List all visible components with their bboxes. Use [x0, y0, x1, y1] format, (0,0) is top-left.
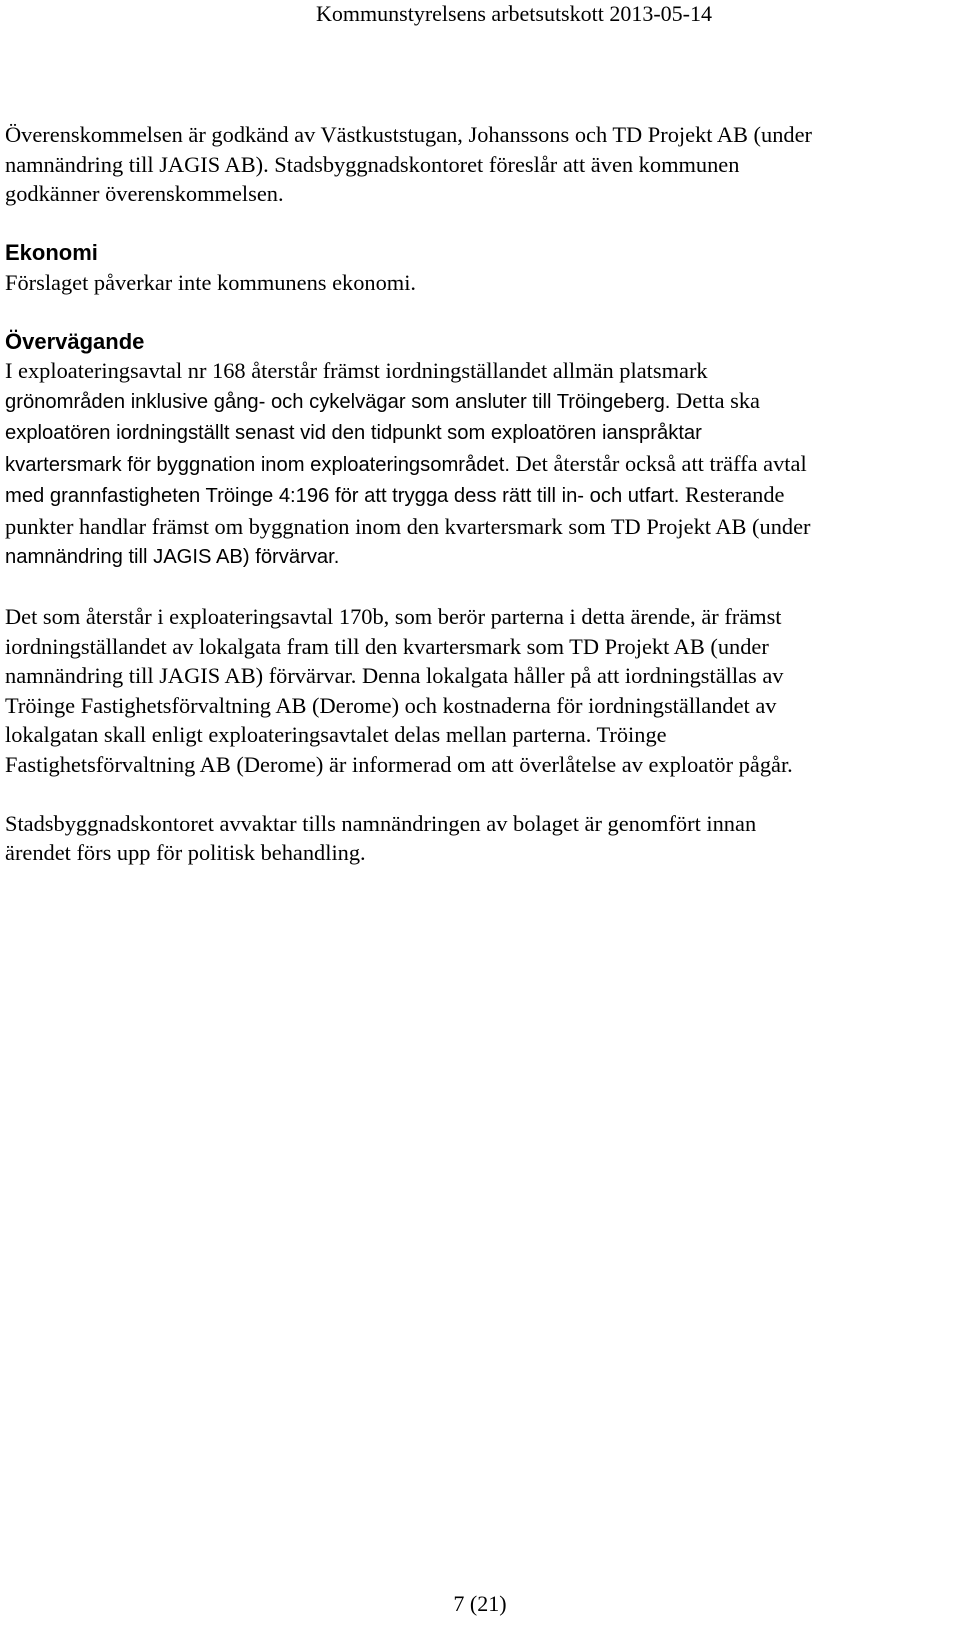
section-overvagande	[5, 327, 955, 573]
text-line: Förslaget påverkar inte kommunens ekonomi.	[5, 269, 417, 295]
paragraph-conclusion	[5, 809, 955, 868]
section-ekonomi	[5, 238, 955, 297]
text-line: lokalgatan skall enligt exploateringsavtalet delas mellan parterna. Tröinge	[5, 722, 667, 747]
paragraph-agreement	[5, 120, 955, 209]
text-line: punkter handlar främst om byggnation inom den kvartersmark som TD Projekt AB (under	[5, 513, 811, 539]
text-line: I exploateringsavtal nr 168 återstår främst iordningställandet allmän platsmark	[5, 358, 708, 383]
text-line	[5, 417, 955, 449]
text-segment: Det återstår också att träffa avtal	[509, 450, 807, 476]
text-line: Tröinge Fastighetsförvaltning AB (Derome) och kostnaderna för iordningställandet av	[5, 692, 777, 718]
text-segment: exploatören iordningställt senast vid den tidpunkt som exploatören ianspråktar	[5, 422, 702, 444]
text-line: Stadsbyggnadskontoret avvaktar tills namnändringen av bolaget är genomfört innan	[5, 810, 757, 836]
text-line	[5, 541, 955, 573]
text-line: ärendet förs upp för politisk behandling.	[5, 840, 366, 865]
text-line: namnändring till JAGIS AB). Stadsbyggnadskontoret föreslår att även kommunen	[5, 151, 740, 177]
text-segment: grönområden inklusive gång- och cykelvägar som ansluter till Tröingeberg.	[5, 390, 671, 413]
section-heading-overvagande: Övervägande	[5, 328, 145, 354]
page-header: Kommunstyrelsens arbetsutskott 2013-05-14	[316, 1, 712, 26]
text-line: Fastighetsförvaltning AB (Derome) är informerad om att överlåtelse av exploatör pågår.	[5, 751, 793, 777]
text-segment: Resterande	[679, 482, 785, 507]
text-line: namnändring till JAGIS AB) förvärvar. Denna lokalgata håller på att iordningställas av	[5, 663, 784, 688]
text-segment: Detta ska	[670, 387, 760, 413]
section-heading-ekonomi: Ekonomi	[5, 240, 98, 265]
text-segment: med grannfastigheten Tröinge 4:196 för att trygga dess rätt till in- och utfart.	[5, 485, 680, 507]
document-body	[5, 120, 955, 897]
text-line: godkänner överenskommelsen.	[5, 181, 284, 206]
text-line: Överenskommelsen är godkänd av Västkuststugan, Johanssons och TD Projekt AB (under	[5, 122, 812, 147]
text-line	[5, 449, 955, 481]
text-segment: kvartersmark för byggnation inom exploateringsområdet.	[5, 453, 510, 476]
page-number: 7 (21)	[453, 1591, 507, 1616]
text-segment: namnändring till JAGIS AB) förvärvar.	[5, 546, 340, 568]
text-line: Det som återstår i exploateringsavtal 170b, som berör parterna i detta ärende, är främst	[5, 604, 782, 629]
text-line	[5, 386, 955, 418]
paragraph-exploateringsavtal-170b	[5, 602, 955, 779]
text-line	[5, 480, 955, 512]
text-line: iordningställandet av lokalgata fram till den kvartersmark som TD Projekt AB (under	[5, 633, 769, 659]
